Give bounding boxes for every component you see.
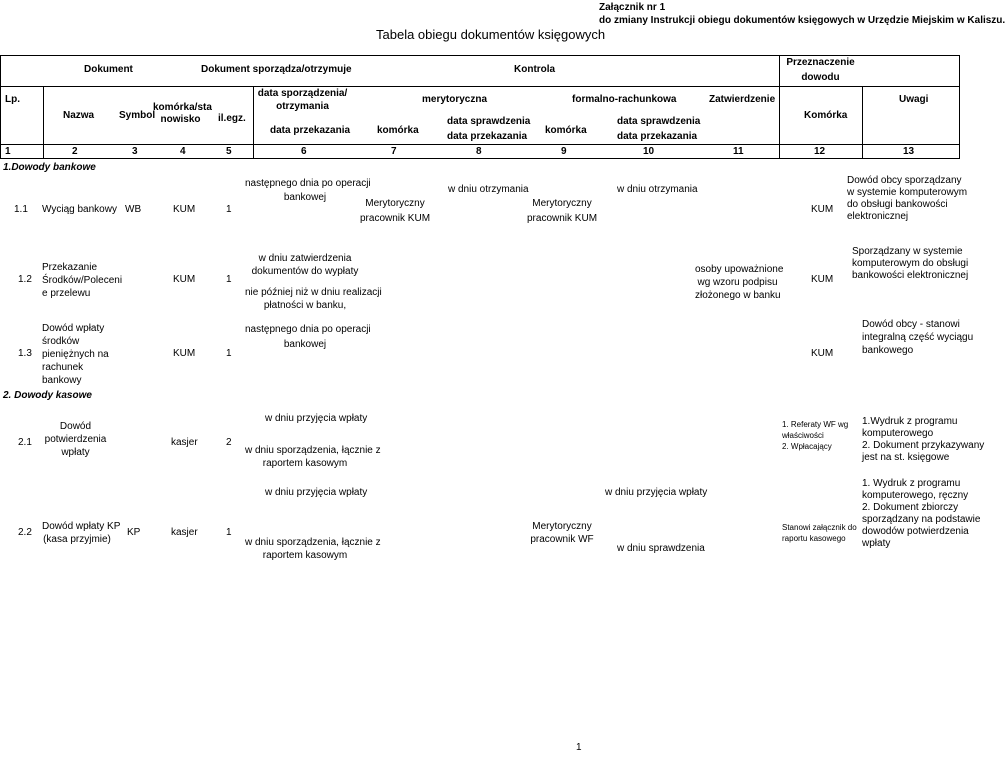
header-formalno-rachunkowa: formalno-rachunkowa bbox=[572, 94, 677, 105]
annex-line-1: Załącznik nr 1 bbox=[599, 2, 666, 13]
col-number: 2 bbox=[72, 146, 78, 157]
col-number: 7 bbox=[391, 146, 397, 157]
header-kontrola: Kontrola bbox=[514, 64, 556, 75]
header-komorka-2: komórka bbox=[545, 125, 587, 136]
header-nazwa: Nazwa bbox=[63, 110, 95, 121]
header-merytoryczna: merytoryczna bbox=[422, 94, 488, 105]
col-number: 13 bbox=[903, 146, 915, 157]
header-dokument: Dokument bbox=[84, 64, 133, 75]
header-lp: Lp. bbox=[5, 94, 20, 105]
header-uwagi: Uwagi bbox=[899, 94, 929, 105]
col-number: 4 bbox=[180, 146, 186, 157]
col-number: 5 bbox=[226, 146, 232, 157]
header-przeznaczenie: Przeznaczenie dowodu bbox=[786, 57, 855, 83]
page-title: Tabela obiegu dokumentów księgowych bbox=[376, 27, 606, 42]
col-number: 12 bbox=[814, 146, 826, 157]
header-data-sprawdzenia-2: data sprawdzenia bbox=[617, 116, 701, 127]
col-number: 11 bbox=[733, 146, 744, 157]
header-komorka-1: komórka bbox=[377, 125, 419, 136]
col-number: 3 bbox=[132, 146, 138, 157]
header-zatwierdzenie: Zatwierdzenie bbox=[709, 94, 776, 105]
col-number: 8 bbox=[476, 146, 482, 157]
header-data-sprawdzenia-1: data sprawdzenia bbox=[447, 116, 531, 127]
header-sporzadza: Dokument sporządza/otrzymuje bbox=[201, 64, 352, 75]
section-heading-cash: 2. Dowody kasowe bbox=[3, 390, 92, 401]
section-heading-bank: 1.Dowody bankowe bbox=[3, 162, 96, 173]
header-komorka-stanowisko: komórka/sta nowisko bbox=[153, 102, 212, 125]
header-data-przekazania-1: data przekazania bbox=[270, 125, 351, 136]
col-number: 1 bbox=[5, 146, 11, 157]
header-data-przekazania-2: data przekazania bbox=[447, 131, 528, 142]
header-il-egz: il.egz. bbox=[218, 113, 246, 124]
header-symbol: Symbol bbox=[119, 110, 156, 121]
col-number: 9 bbox=[561, 146, 567, 157]
header-komorka-3: Komórka bbox=[804, 110, 848, 121]
page-number: 1 bbox=[576, 742, 582, 753]
col-number: 6 bbox=[301, 146, 307, 157]
header-data-sporzadzenia: data sporządzenia/ otrzymania bbox=[257, 88, 348, 112]
annex-line-2: do zmiany Instrukcji obiegu dokumentów księgowych w Urzędzie Miejskim w Kaliszu. bbox=[599, 15, 1005, 26]
header-data-przekazania-3: data przekazania bbox=[617, 131, 698, 142]
col-number: 10 bbox=[643, 146, 655, 157]
